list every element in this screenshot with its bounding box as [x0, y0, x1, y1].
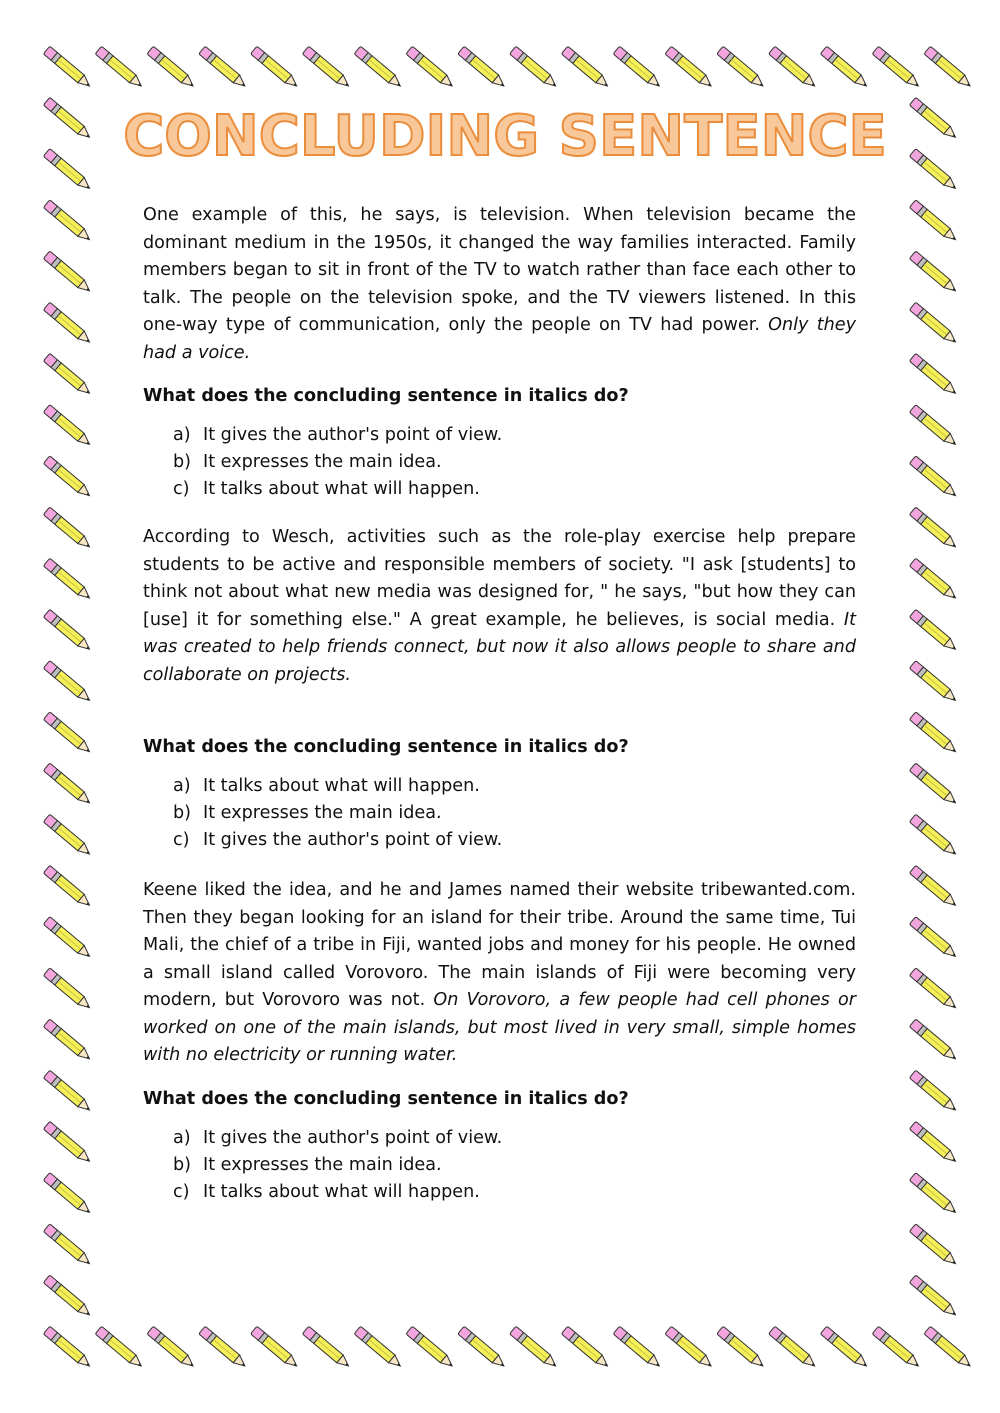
pencil-icon: [458, 46, 507, 90]
pencil-icon: [43, 609, 92, 653]
pencil-icon: [820, 46, 869, 90]
pencil-icon: [43, 968, 92, 1012]
pencil-icon: [909, 1275, 958, 1319]
pencil-icon: [43, 865, 92, 909]
pencil-icon: [302, 1326, 351, 1370]
option-3c[interactable]: c) It talks about what will happen.: [173, 1181, 480, 1202]
pencil-icon: [909, 558, 958, 602]
pencil-icon: [302, 46, 351, 90]
passage-2: According to Wesch, activities such as the role-play exercise help prepare students to be active and responsible members of society. "I ask [students] to think not about what new media was designed for, " he says, "but how they can [use] it for something else." A great example, he believes, is social media. It was created to help friends connect, but now it also allows people to share and collaborate on projects.: [143, 527, 856, 685]
pencil-icon: [909, 251, 958, 295]
page-title: CONCLUDING SENTENCE: [123, 104, 887, 169]
pencil-icon: [665, 1326, 714, 1370]
pencil-icon: [909, 456, 958, 500]
pencil-icon: [43, 1070, 92, 1114]
pencil-icon: [43, 302, 92, 346]
concluding-sentence-1: Only they had a voice.: [143, 315, 856, 363]
pencil-icon: [251, 1326, 300, 1370]
pencil-icon: [406, 46, 455, 90]
pencil-icon: [95, 46, 144, 90]
passage-1: One example of this, he says, is television. When television became the dominant medium in the 1950s, it changed the way families interacted. Family members began to sit in front of the TV to watch rather than face each other to talk. The people on the television spoke, and the TV viewers listened. In this one-way type of communication, only the people on TV had power. Only they had a voice.: [143, 205, 856, 363]
pencil-icon: [909, 968, 958, 1012]
option-1c[interactable]: c) It talks about what will happen.: [173, 479, 480, 499]
pencil-icon: [909, 1070, 958, 1114]
pencil-icon: [43, 251, 92, 295]
pencil-icon: [354, 1326, 403, 1370]
pencil-icon: [43, 507, 92, 551]
pencil-icon: [820, 1326, 869, 1370]
pencil-icon: [613, 46, 662, 90]
options-1: [143, 422, 856, 503]
pencil-icon: [769, 1326, 818, 1370]
pencil-icon: [43, 1121, 92, 1165]
pencil-icon: [43, 558, 92, 602]
pencil-icon: [909, 302, 958, 346]
pencil-icon: [909, 507, 958, 551]
pencil-icon: [909, 609, 958, 653]
pencil-icon: [43, 1326, 92, 1370]
pencil-icon: [147, 1326, 196, 1370]
pencil-icon: [717, 1326, 766, 1370]
pencil-icon: [665, 46, 714, 90]
pencil-icon: [43, 814, 92, 858]
section-2: [143, 524, 856, 854]
pencil-icon: [924, 46, 973, 90]
pencil-icon: [43, 353, 92, 397]
pencil-icon: [251, 46, 300, 90]
pencil-icon: [43, 1173, 92, 1217]
pencil-icon: [406, 1326, 455, 1370]
section-3: [143, 877, 856, 1206]
pencil-icon: [43, 763, 92, 807]
pencil-icon: [909, 814, 958, 858]
pencil-icon: [510, 46, 559, 90]
options-2: [143, 773, 856, 854]
pencil-icon: [561, 1326, 610, 1370]
concluding-sentence-3: On Vorovoro, a few people had cell phones or worked on one of the main islands, but most lived in very small, simple homes with no electricity or running water.: [143, 990, 856, 1065]
pencil-icon: [199, 46, 248, 90]
option-3a[interactable]: a) It gives the author's point of view.: [173, 1127, 503, 1148]
options-3: [143, 1125, 856, 1206]
pencil-icon: [872, 46, 921, 90]
passage-3: Keene liked the idea, and he and James named their website tribewanted.com. Then they began looking for an island for their tribe. Around the same time, Tui Mali, the chief of a tribe in Fiji, wanted jobs and money for his people. He owned a small island called Vorovoro. The main islands of Fiji were becoming very modern, but Vorovoro was not. On Vorovoro, a few people had cell phones or worked on one of the main islands, but most lived in very small, simple homes with no electricity or running water.: [143, 880, 856, 1065]
pencil-icon: [43, 405, 92, 449]
pencil-icon: [43, 1275, 92, 1319]
concluding-sentence-2: It was created to help friends connect, but now it also allows people to share and collaborate on projects.: [143, 609, 856, 685]
pencil-icon: [43, 712, 92, 756]
pencil-icon: [510, 1326, 559, 1370]
pencil-icon: [43, 46, 92, 90]
pencil-icon: [43, 1224, 92, 1268]
question-2: What does the concluding sentence in italics do?: [143, 737, 629, 757]
pencil-icon: [909, 353, 958, 397]
pencil-icon: [717, 46, 766, 90]
pencil-icon: [43, 917, 92, 961]
pencil-icon: [43, 200, 92, 244]
pencil-icon: [909, 1121, 958, 1165]
option-2b[interactable]: b) It expresses the main idea.: [173, 803, 442, 823]
pencil-icon: [909, 405, 958, 449]
question-3: What does the concluding sentence in italics do?: [143, 1088, 629, 1109]
section-1: [143, 202, 856, 503]
pencil-icon: [43, 456, 92, 500]
pencil-icon: [909, 661, 958, 705]
pencil-icon: [909, 712, 958, 756]
pencil-icon: [909, 1224, 958, 1268]
pencil-icon: [613, 1326, 662, 1370]
pencil-icon: [43, 661, 92, 705]
pencil-icon: [147, 46, 196, 90]
pencil-icon: [95, 1326, 144, 1370]
pencil-icon: [909, 865, 958, 909]
option-1b[interactable]: b) It expresses the main idea.: [173, 452, 442, 472]
question-1: What does the concluding sentence in italics do?: [143, 386, 629, 406]
pencil-icon: [769, 46, 818, 90]
pencil-icon: [909, 200, 958, 244]
pencil-icon: [909, 1019, 958, 1063]
option-1a[interactable]: a) It gives the author's point of view.: [173, 425, 503, 445]
pencil-icon: [561, 46, 610, 90]
pencil-icon: [872, 1326, 921, 1370]
pencil-icon: [909, 763, 958, 807]
option-2c[interactable]: c) It gives the author's point of view.: [173, 830, 503, 850]
pencil-icon: [354, 46, 403, 90]
option-2a[interactable]: a) It talks about what will happen.: [173, 776, 480, 796]
pencil-icon: [909, 917, 958, 961]
pencil-icon: [924, 1326, 973, 1370]
pencil-icon: [199, 1326, 248, 1370]
option-3b[interactable]: b) It expresses the main idea.: [173, 1154, 442, 1175]
pencil-icon: [458, 1326, 507, 1370]
pencil-icon: [909, 1173, 958, 1217]
pencil-icon: [43, 1019, 92, 1063]
